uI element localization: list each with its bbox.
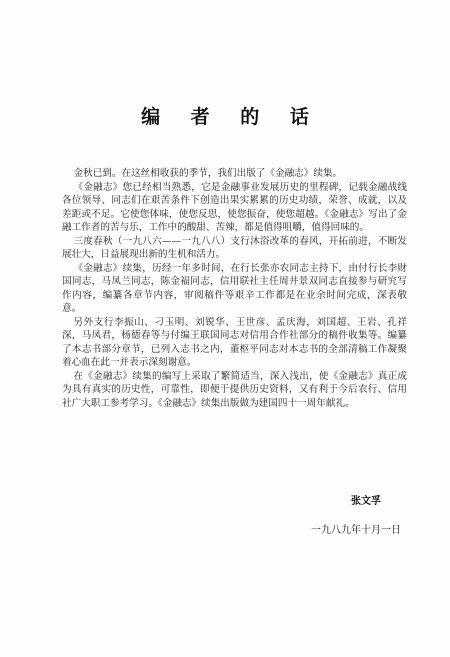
paragraph: 在《金融志》续集的编写上采取了繁简适当，深入浅出，使《金融志》真正成为具有真实的历史性，可靠性，即便于提供历史资料，又有利于今后农行、信用社广大职工参考学习。《金融志》续集出版做为建国四十一周年献礼。 bbox=[62, 370, 407, 409]
paragraph: 金秋已到。在这丝相收获的季节，我们出版了《金融志》续集。 bbox=[73, 168, 343, 179]
paragraph: 三度春秋（一九八六——一九八八）支行沐浴改革的春风，开拓前进，不断发展壮大，日益展现出新的生机和活力。 bbox=[62, 235, 407, 260]
author-signature: 张文孚 bbox=[351, 496, 381, 507]
paragraph: 另外支行李振山、刁玉明、刘锐华、王世彦、孟庆海，刘国超、王岩、孔祥深，马凤君，杨德春等与付编王联国同志对信用合作社部分的稿件收集等。编纂了本志书部分章节，已列入志书之内，董枢平同志对本志书的全部清稿工作凝聚着心血在此一并表示深刻谢意。 bbox=[62, 316, 407, 368]
body-text bbox=[62, 167, 407, 410]
date-line: 一九八九年十月一日 bbox=[311, 525, 401, 536]
page-title: 编 者 的 话 bbox=[141, 106, 321, 128]
paragraph: 《金融志》续集，历经一年多时间，在行长张亦农同志主持下，由付行长李财国同志，马凤兰同志，陈金福同志，信用联社主任周井景双同志直接参与研究写作内容，编纂各章节内容，审阅稿件等艰辛工作都是在业余时间完成，深表敬意。 bbox=[62, 262, 407, 314]
paragraph: 《金融志》您已经相当熟悉，它是金融事业发展历史的里程碑，记载金融战线各位领导、同志们在艰苦条件下创造出果实累累的历史功绩，荣誉、成就，以及差距或不足。它使您体味，使您反思，使您振奋，使您超越。《金融志》写出了金融工作者的苦与乐，工作中的酸甜、苦辣，都是值得咀嚼，值得回味的。 bbox=[62, 181, 407, 233]
